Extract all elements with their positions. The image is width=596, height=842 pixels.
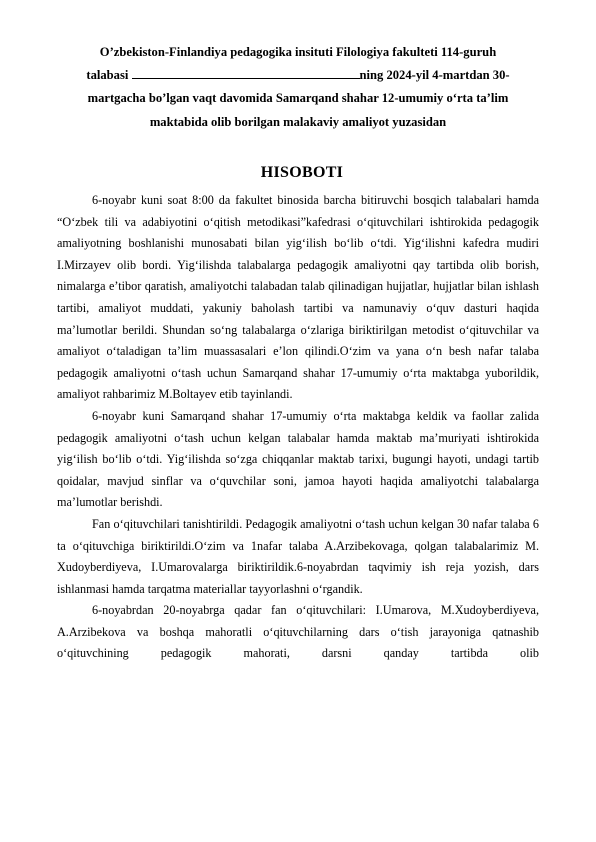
paragraph-4: 6-noyabrdan 20-noyabrga qadar fan o‘qituvchilari: I.Umarova, M.Xudoyberdiyeva, A.Arzibekova va boshqa mahoratli o‘qituvchilarning dars o‘tish jarayoniga qatnashib o‘qituvchining pedagogik mahorati, darsni qanday tartibda olib (57, 603, 539, 661)
report-title: HISOBOTI (260, 164, 344, 181)
header-line-2-end: ning 2024-yil 4-martdan 30- (359, 68, 510, 83)
header-line-2 (56, 64, 540, 87)
header-line-3: martgacha bo’lgan vaqt davomida Samarqand shahar 12-umumiy o‘rta ta’lim (87, 91, 509, 106)
name-blank-field[interactable] (132, 66, 360, 79)
paragraph-2: 6-noyabr kuni Samarqand shahar 17-umumiy o‘rta maktabga keldik va faollar zalida pedagogik amaliyotni o‘tash uchun kelgan talabalar hamda maktab ma’muriyati ishtirokida yig‘ilish bo‘lib o‘tdi. Yig‘ilishda so‘zga chiqqanlar maktab tarixi, bugungi hayoti, undagi tartib qoidalar, mavjud sinflar va o‘quvchilar soni, jamoa hayoti haqida amaliyotchi talabalarga ma’lumotlar berishdi. (57, 408, 539, 510)
report-body (57, 190, 539, 665)
header-line-2-start: talabasi (86, 68, 132, 83)
report-header (56, 41, 540, 134)
paragraph-1: 6-noyabr kuni soat 8:00 da fakultet binosida barcha bitiruvchi bosqich talabalari hamda “O‘zbek tili va adabiyotini o‘qitish metodikasi”kafedrasi o‘qituvchilari ishtirokida pedagogik amaliyotning boshlanishi munosabati bilan yig‘ilish bo‘lib o‘tdi. Yig‘ilishni kafedra mudiri I.Mirzayev olib bordi. Yig‘ilishda talabalarga pedagogik amaliyotni qay tartibda olib borish, nimalarga e’tibor qaratish, amaliyotchi talabadan talab qilinadigan hujjatlar, hujjatlar bilan ishlash tartibi, amaliyot muddati, yakuniy baholash tartibi va namunaviy o‘quv dasturi haqida ma’lumotlar berildi. Shundan so‘ng talabalarga o‘zlariga biriktirilgan metodist o‘qituvchilar va amaliyot o‘taladigan ta’lim muassasalari e’lon qilindi.O‘zim va yana o‘n besh nafar talaba pedagogik amaliyotni o‘tash uchun Samarqand shahar 17-umumiy o‘rta maktabga yuborildik, amaliyot rahbarimiz M.Boltayev etib tayinlandi. (57, 193, 539, 402)
paragraph-3: Fan o‘qituvchilari tanishtirildi. Pedagogik amaliyotni o‘tash uchun kelgan 30 nafar talaba 6 ta o‘qituvchiga biriktirildi.O‘zim va 1nafar talaba A.Arzibekovaga, qolgan talabalarimiz M. Xudoyberdiyeva, I.Umarovalarga biriktirildik.6-noyabrdan taqvimiy ish reja yozish, dars ishlanmasi hamda tarqatma materiallar tayyorlashni o‘rgandik. (57, 516, 539, 596)
header-line-1: O’zbekiston-Finlandiya pedagogika insituti Filologiya fakulteti 114-guruh (99, 45, 497, 59)
header-line-4: maktabida olib borilgan malakaviy amaliyot yuzasidan (149, 114, 447, 129)
